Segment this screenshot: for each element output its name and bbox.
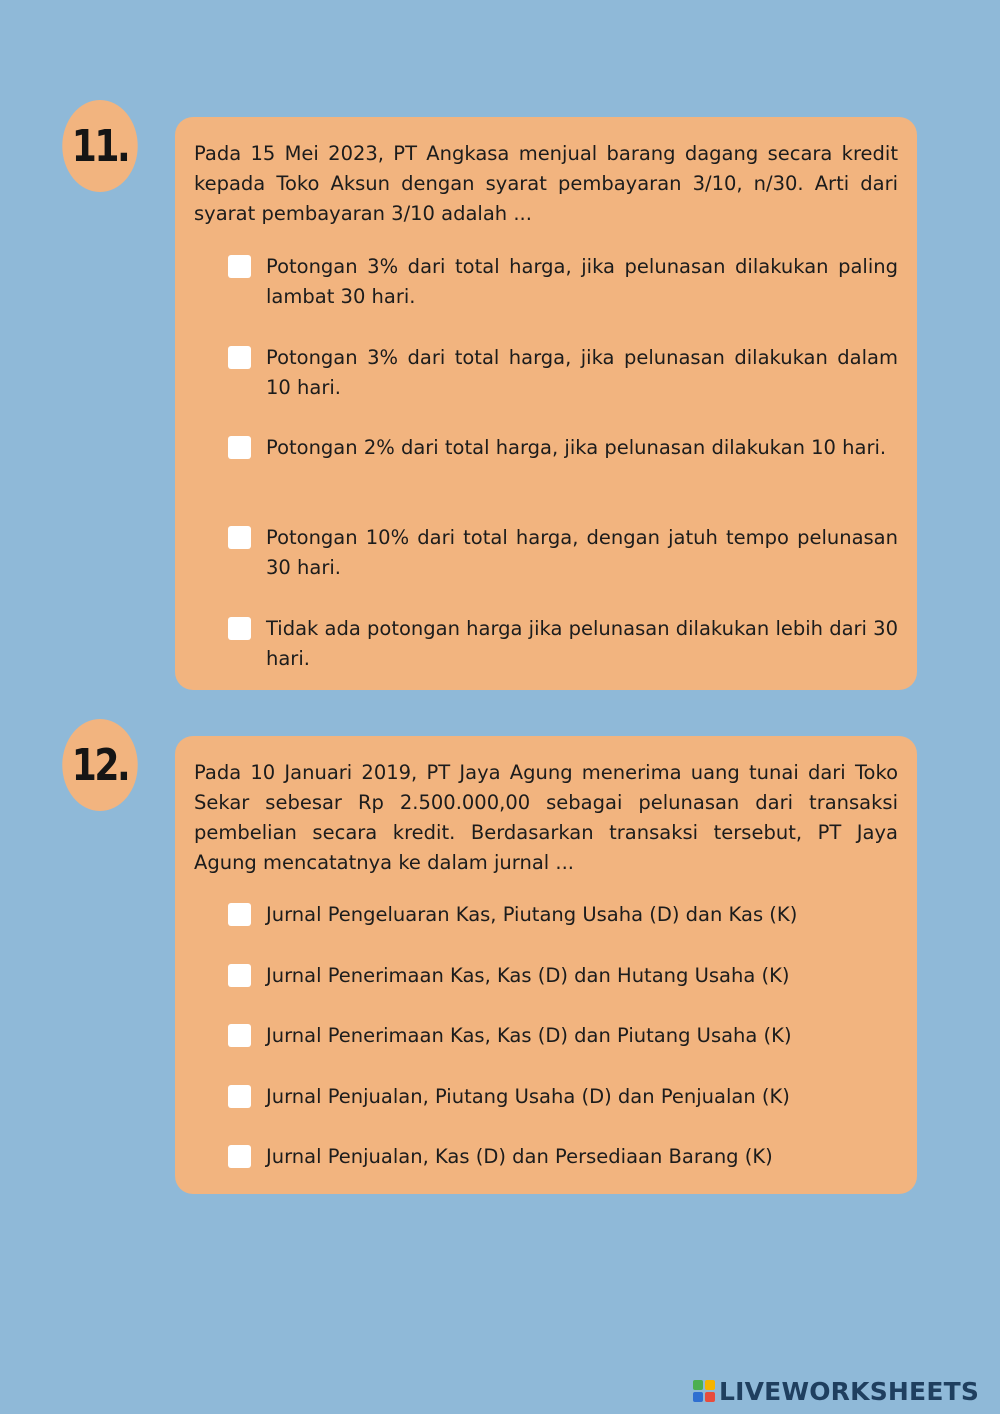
answer-option[interactable]	[227, 523, 898, 583]
liveworksheets-logo	[693, 1376, 979, 1406]
option-label: Jurnal Penjualan, Piutang Usaha (D) dan Penjualan (K)	[266, 1085, 790, 1108]
checkbox[interactable]	[228, 255, 251, 278]
option-label: Jurnal Penerimaan Kas, Kas (D) dan Hutang Usaha (K)	[266, 964, 790, 987]
question-number: 11.	[71, 120, 129, 172]
logo-mark-tile	[705, 1380, 715, 1390]
checkbox[interactable]	[228, 346, 251, 369]
option-label: Potongan 3% dari total harga, jika pelunasan dilakukan paling lambat 30 hari.	[266, 255, 898, 308]
option-label: Potongan 10% dari total harga, dengan jatuh tempo pelunasan 30 hari.	[266, 526, 898, 579]
question-number-badge	[62, 719, 137, 811]
checkbox[interactable]	[228, 1024, 251, 1047]
liveworksheets-logo-icon	[693, 1380, 715, 1402]
option-label: Jurnal Penerimaan Kas, Kas (D) dan Piutang Usaha (K)	[266, 1024, 792, 1047]
answer-option[interactable]	[227, 1082, 898, 1112]
logo-mark-tile	[693, 1392, 703, 1402]
answer-option[interactable]	[227, 252, 898, 312]
option-label: Jurnal Pengeluaran Kas, Piutang Usaha (D) dan Kas (K)	[266, 903, 798, 926]
checkbox[interactable]	[228, 903, 251, 926]
answer-option[interactable]	[227, 343, 898, 403]
answer-option[interactable]	[227, 1142, 898, 1172]
checkbox[interactable]	[228, 617, 251, 640]
option-label: Jurnal Penjualan, Kas (D) dan Persediaan Barang (K)	[266, 1145, 773, 1168]
answer-option[interactable]	[227, 433, 898, 463]
answer-option[interactable]	[227, 961, 898, 991]
checkbox[interactable]	[228, 964, 251, 987]
checkbox[interactable]	[228, 1145, 251, 1168]
answer-option[interactable]	[227, 614, 898, 674]
question-card	[175, 117, 917, 690]
logo-mark-tile	[693, 1380, 703, 1390]
logo-text: LIVEWORKSHEETS	[719, 1376, 980, 1406]
answer-option[interactable]	[227, 900, 898, 930]
option-label: Tidak ada potongan harga jika pelunasan dilakukan lebih dari 30 hari.	[266, 617, 898, 670]
option-label: Potongan 2% dari total harga, jika pelunasan dilakukan 10 hari.	[266, 436, 887, 459]
question-card	[175, 736, 917, 1194]
checkbox[interactable]	[228, 1085, 251, 1108]
question-stem: Pada 15 Mei 2023, PT Angkasa menjual barang dagang secara kredit kepada Toko Aksun dengan syarat pembayaran 3/10, n/30. Arti dari syarat pembayaran 3/10 adalah ...	[194, 142, 898, 225]
option-label: Potongan 3% dari total harga, jika pelunasan dilakukan dalam 10 hari.	[266, 346, 898, 399]
question-number: 12.	[71, 739, 129, 791]
answer-option[interactable]	[227, 1021, 898, 1051]
checkbox[interactable]	[228, 436, 251, 459]
question-number-badge	[62, 100, 137, 192]
logo-mark-tile	[705, 1392, 715, 1402]
question-stem: Pada 10 Januari 2019, PT Jaya Agung menerima uang tunai dari Toko Sekar sebesar Rp 2.500.000,00 sebagai pelunasan dari transaksi pembelian secara kredit. Berdasarkan transaksi tersebut, PT Jaya Agung mencatatnya ke dalam jurnal ...	[194, 761, 898, 874]
checkbox[interactable]	[228, 526, 251, 549]
